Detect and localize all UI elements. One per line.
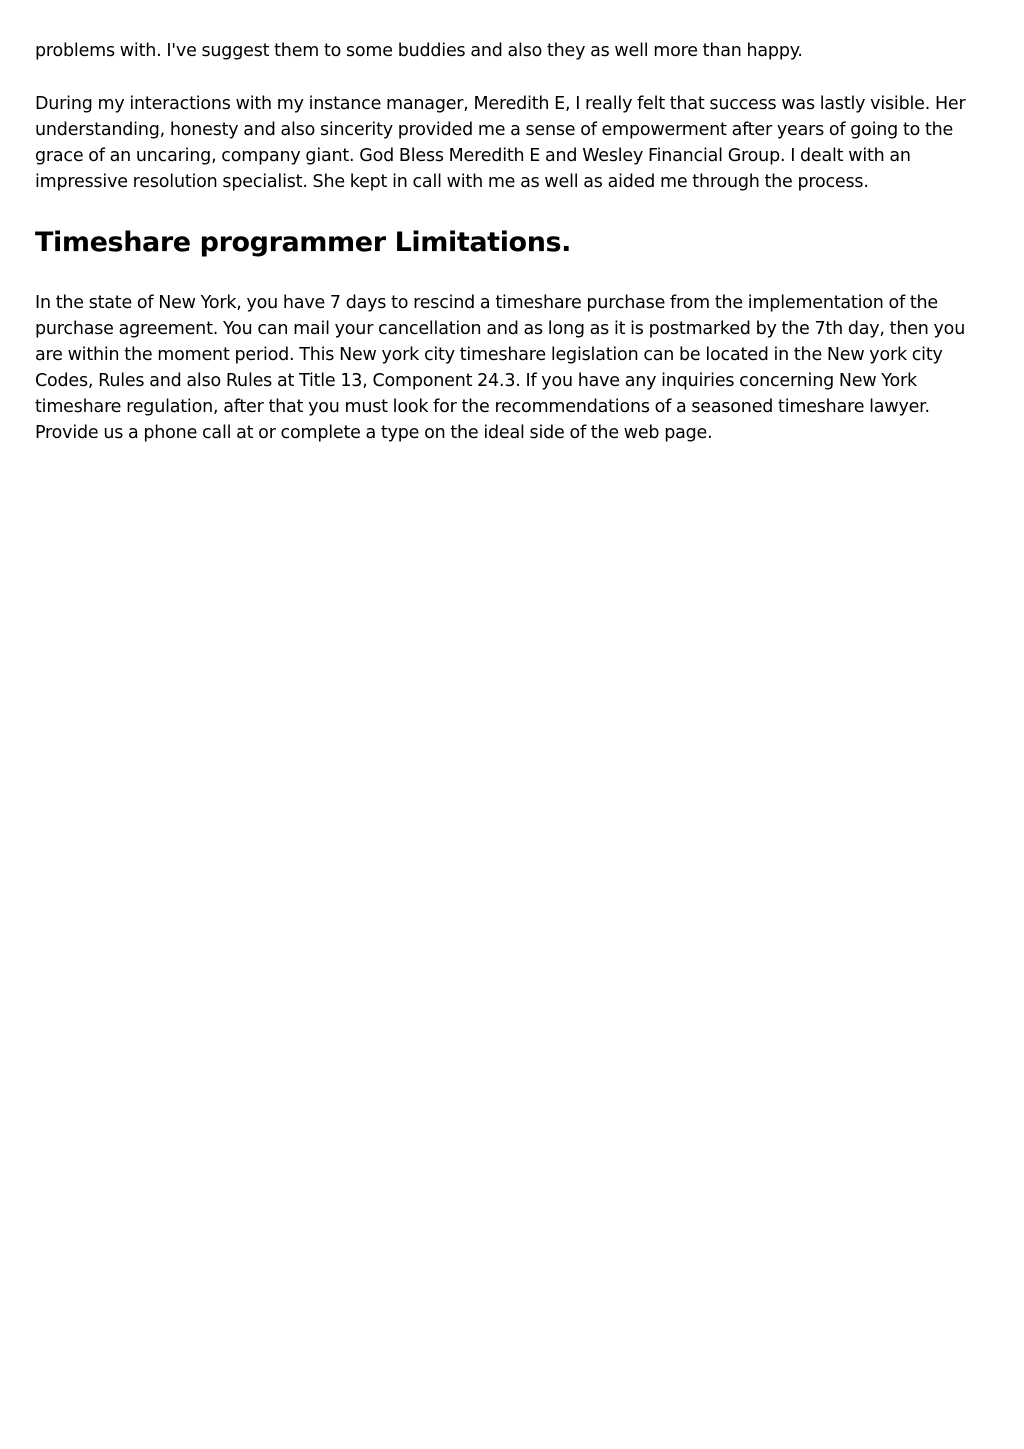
paragraph-testimonial: During my interactions with my instance manager, Meredith E, I really felt that success was lastly visible. Her understanding, honesty and also sincerity provided me a sense of empowerment after years of going to the grace of an uncaring, company giant. God Bless Meredith E and Wesley Financial Group. I dealt with an impressive resolution specialist. She kept in call with me as well as aided me through the process. xyxy=(35,94,966,192)
paragraph-legal-info: In the state of New York, you have 7 days to rescind a timeshare purchase from the implementation of the purchase agreement. You can mail your cancellation and as long as it is postmarked by the 7th day, then you are within the moment period. This New york city timeshare legislation can be located in the New york city Codes, Rules and also Rules at Title 13, Component 24.3. If you have any inquiries concerning New York timeshare regulation, after that you must look for the recommendations of a seasoned timeshare lawyer. Provide us a phone call at or complete a type on the ideal side of the web page. xyxy=(35,293,966,443)
paragraph-intro: problems with. I've suggest them to some buddies and also they as well more than happy. xyxy=(35,41,803,61)
section-heading: Timeshare programmer Limitations. xyxy=(35,227,572,258)
